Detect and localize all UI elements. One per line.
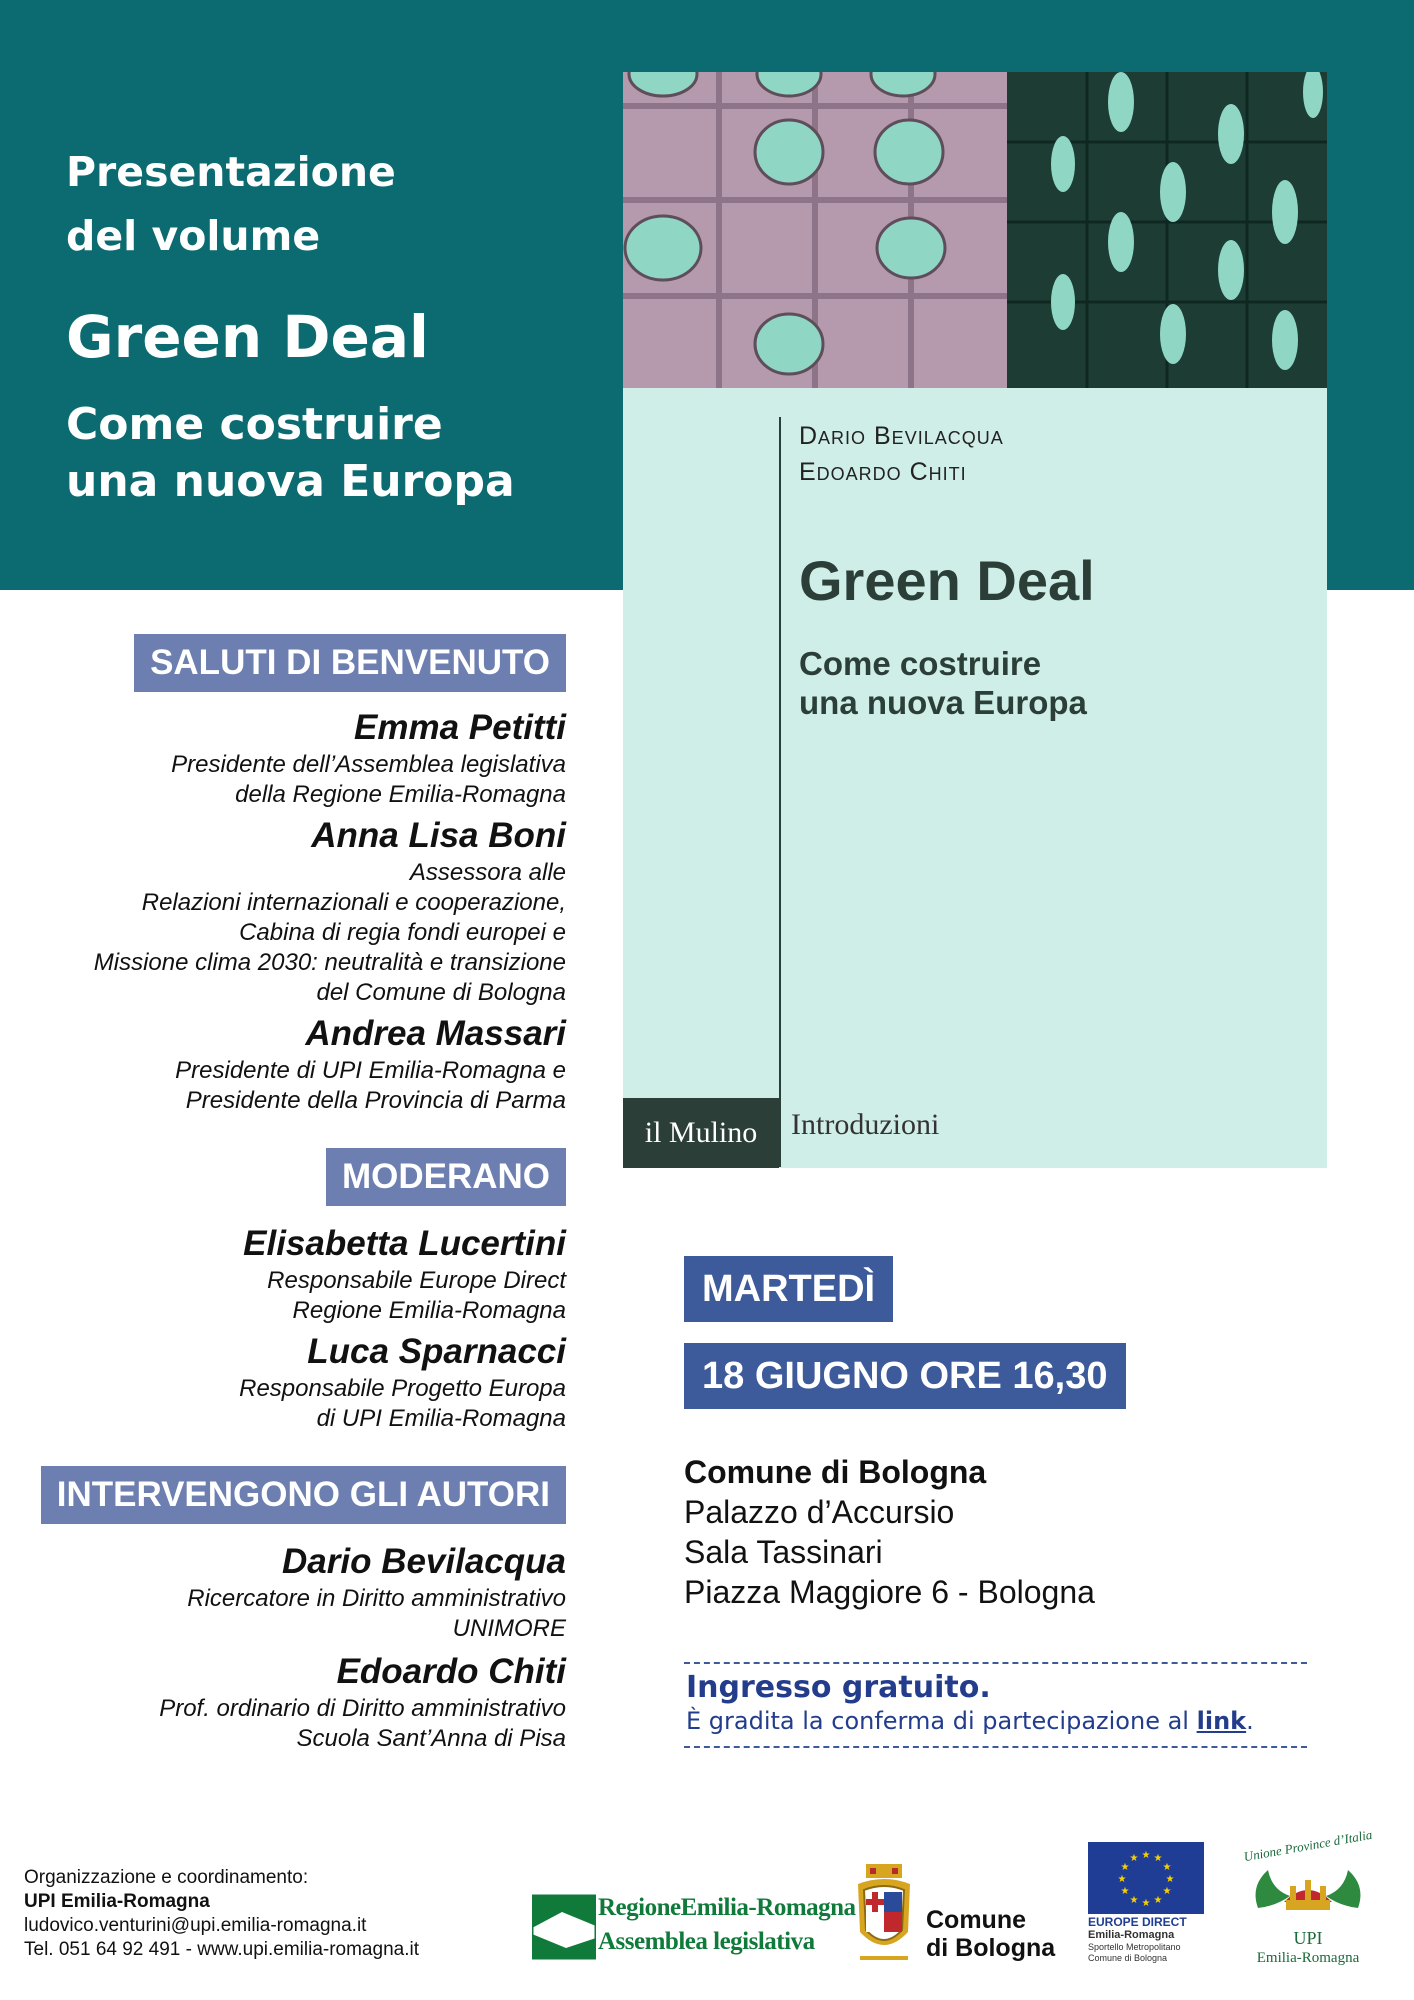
hero-text [66, 140, 586, 510]
event-day: MARTEDÌ [684, 1256, 893, 1322]
svg-text:★: ★ [1141, 1850, 1151, 1861]
svg-text:★: ★ [1129, 1853, 1139, 1864]
entry-info [684, 1662, 1307, 1748]
upi-logo: Unione Province d’Italia UPI Emilia-Romagna [1238, 1838, 1378, 1972]
org-email[interactable]: ludovico.venturini@upi.emilia-romagna.it [24, 1915, 367, 1936]
cover-series: Introduzioni [791, 1108, 940, 1141]
cover-rule [779, 417, 781, 1167]
comune-di-bologna-logo: Comune di Bologna [850, 1862, 1060, 1968]
section-moderators: MODERANO [326, 1148, 566, 1206]
regione-flag-icon [532, 1892, 596, 1962]
svg-text:★: ★ [1120, 1862, 1130, 1873]
svg-text:★: ★ [1162, 1862, 1172, 1873]
organizer-info: Organizzazione e coordinamento: UPI Emilia-Romagna ludovico.venturini@upi.emilia-romagna.it Tel. 051 64 92 491 - www.upi.emilia-romagna.it [24, 1867, 419, 1960]
speaker-massari: Andrea Massari Presidente di UPI Emilia-Romagna e Presidente della Provincia di Parma [175, 1014, 566, 1114]
hero-title: Green Deal [66, 303, 429, 371]
eu-flag-icon [1088, 1842, 1204, 1914]
speaker-petitti: Emma Petitti Presidente dell’Assemblea legislativa della Regione Emilia-Romagna [171, 708, 566, 808]
europe-direct-logo: ★ ★ ★ ★ ★ ★ ★ ★ ★ ★ ★ ★ EUROPE DIRECT Emilia-Romagna Sportello Metropolitano Comune di Bologna [1088, 1842, 1204, 1966]
upi-emblem-icon [1238, 1856, 1378, 1926]
speaker-boni: Anna Lisa Boni Assessora alle Relazioni internazionali e cooperazione, Cabina di regia fondi europei e Missione clima 2030: neutralità e transizione del Comune di Bologna [93, 816, 566, 1006]
org-contacts: Tel. 051 64 92 491 - www.upi.emilia-romagna.it [24, 1939, 419, 1960]
svg-text:★: ★ [1165, 1874, 1175, 1885]
svg-text:★: ★ [1129, 1895, 1139, 1906]
cover-building-photo [623, 72, 1327, 388]
cover-subtitle: Come costruire una nuova Europa [799, 645, 1087, 721]
svg-text:★: ★ [1153, 1853, 1163, 1864]
speaker-bevilacqua: Dario Bevilacqua Ricercatore in Diritto amministrativo UNIMORE [187, 1542, 566, 1642]
svg-text:★: ★ [1153, 1895, 1163, 1906]
cover-title: Green Deal [799, 549, 1095, 612]
svg-text:★: ★ [1120, 1886, 1130, 1897]
speaker-sparnacci: Luca Sparnacci Responsabile Progetto Europa di UPI Emilia-Romagna [239, 1332, 566, 1432]
book-cover [623, 72, 1327, 1168]
entry-head: Ingresso gratuito. [686, 1670, 991, 1705]
cover-publisher: il Mulino [623, 1098, 779, 1168]
cover-author: Edoardo Chiti [799, 458, 967, 486]
hero-subtitle: Come costruire una nuova Europa [66, 399, 515, 507]
speaker-lucertini: Elisabetta Lucertini Responsabile Europe Direct Regione Emilia-Romagna [243, 1224, 566, 1324]
hero-pretitle: Presentazione del volume [66, 148, 396, 260]
section-welcome: SALUTI DI BENVENUTO [134, 634, 566, 692]
section-authors: INTERVENGONO GLI AUTORI [41, 1466, 566, 1524]
event-venue: Comune di Bologna Palazzo d’Accursio Sala Tassinari Piazza Maggiore 6 - Bologna [684, 1454, 1095, 1610]
registration-link[interactable]: link [1196, 1707, 1247, 1735]
speaker-chiti: Edoardo Chiti Prof. ordinario di Diritto amministrativo Scuola Sant’Anna di Pisa [159, 1652, 566, 1752]
svg-text:★: ★ [1141, 1898, 1151, 1909]
svg-text:★: ★ [1162, 1886, 1172, 1897]
cover-author: Dario Bevilacqua [799, 422, 1004, 450]
svg-text:★: ★ [1117, 1874, 1127, 1885]
regione-emilia-romagna-logo: RegioneEmilia-Romagna Assemblea legislativa [532, 1892, 828, 1962]
bologna-crest-icon [850, 1862, 918, 1966]
event-date-time: 18 GIUGNO ORE 16,30 [684, 1343, 1126, 1409]
entry-note: È gradita la conferma di partecipazione al link. [686, 1707, 1254, 1735]
